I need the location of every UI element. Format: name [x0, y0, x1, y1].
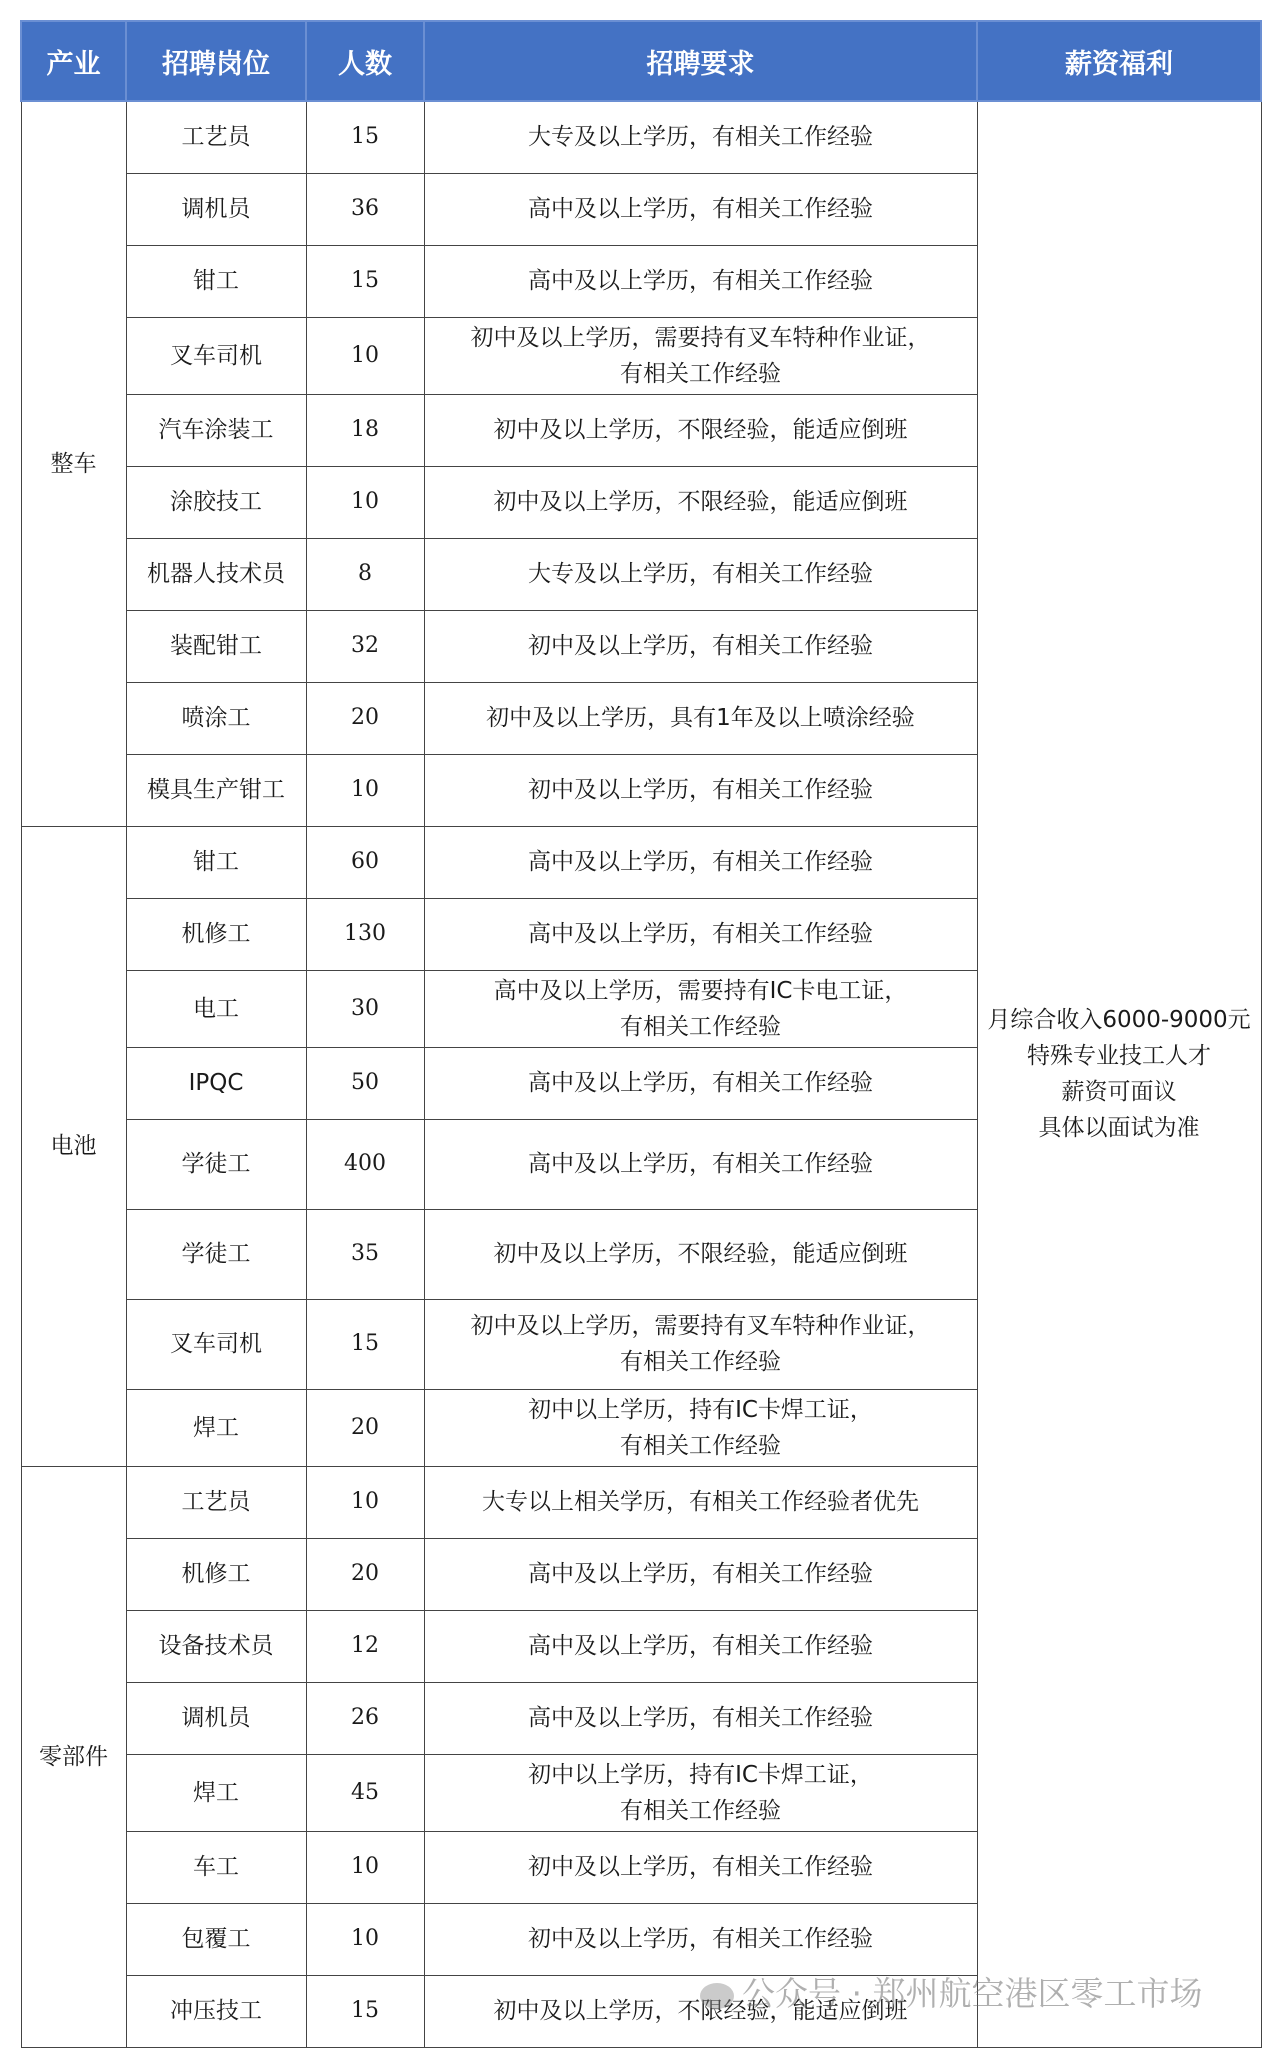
requirement-line: 高中及以上学历，有相关工作经验 — [528, 196, 873, 222]
requirement-cell — [424, 1119, 977, 1209]
requirement-cell — [424, 1466, 977, 1538]
requirement-cell — [424, 1754, 977, 1831]
position-cell: 机修工 — [126, 1538, 306, 1610]
requirement-cell — [424, 1903, 977, 1975]
requirement-line: 初中及以上学历，不限经验，能适应倒班 — [493, 1241, 908, 1267]
count-cell: 15 — [306, 101, 424, 173]
requirement-line: 初中以上学历，持有IC卡焊工证， — [528, 1761, 873, 1788]
requirement-cell — [424, 394, 977, 466]
header-row — [21, 21, 1261, 101]
requirement-cell — [424, 898, 977, 970]
position-cell: 喷涂工 — [126, 682, 306, 754]
requirement-line: 高中及以上学历，有相关工作经验 — [528, 1151, 873, 1177]
position-cell: 电工 — [126, 970, 306, 1047]
position-cell: 学徒工 — [126, 1119, 306, 1209]
salary-line: 具体以面试为准 — [1038, 1115, 1200, 1142]
position-cell: 钳工 — [126, 826, 306, 898]
position-cell: 调机员 — [126, 173, 306, 245]
count-cell: 400 — [306, 1119, 424, 1209]
count-cell: 35 — [306, 1209, 424, 1299]
requirement-cell — [424, 610, 977, 682]
industry-cell: 零部件 — [21, 1466, 126, 2047]
position-cell: 涂胶技工 — [126, 466, 306, 538]
wechat-icon — [700, 1983, 734, 2009]
requirement-cell — [424, 1047, 977, 1119]
requirement-cell — [424, 970, 977, 1047]
position-cell: 装配钳工 — [126, 610, 306, 682]
count-cell: 15 — [306, 1299, 424, 1389]
count-cell: 130 — [306, 898, 424, 970]
requirement-line: 初中及以上学历，需要持有叉车特种作业证， — [470, 324, 931, 351]
table-row — [21, 101, 1261, 173]
count-cell: 32 — [306, 610, 424, 682]
requirement-cell — [424, 682, 977, 754]
count-cell: 10 — [306, 317, 424, 394]
requirement-cell — [424, 538, 977, 610]
industry-cell: 整车 — [21, 101, 126, 826]
position-cell: IPQC — [126, 1047, 306, 1119]
requirement-cell — [424, 1538, 977, 1610]
requirement-line: 高中及以上学历，有相关工作经验 — [528, 849, 873, 875]
requirement-line: 有相关工作经验 — [620, 1349, 781, 1375]
salary-line: 特殊专业技工人才 — [1027, 1043, 1211, 1070]
requirement-line: 初中及以上学历，具有1年及以上喷涂经验 — [486, 705, 915, 731]
count-cell: 15 — [306, 245, 424, 317]
requirement-line: 高中及以上学历，有相关工作经验 — [528, 268, 873, 294]
requirement-line: 有相关工作经验 — [620, 1797, 781, 1824]
requirement-line: 初中及以上学历，不限经验，能适应倒班 — [493, 417, 908, 443]
requirement-line: 有相关工作经验 — [620, 1432, 781, 1459]
table-body — [21, 101, 1261, 2047]
requirement-line: 初中及以上学历，有相关工作经验 — [528, 1926, 873, 1952]
requirement-line: 高中及以上学历，有相关工作经验 — [528, 1633, 873, 1659]
count-cell: 10 — [306, 466, 424, 538]
count-cell: 15 — [306, 1975, 424, 2047]
count-cell: 8 — [306, 538, 424, 610]
requirement-line: 初中及以上学历，有相关工作经验 — [528, 777, 873, 803]
count-cell: 20 — [306, 1538, 424, 1610]
header-requirements: 招聘要求 — [424, 21, 977, 101]
header-salary: 薪资福利 — [977, 21, 1261, 101]
count-cell: 20 — [306, 1389, 424, 1466]
position-cell: 汽车涂装工 — [126, 394, 306, 466]
count-cell: 26 — [306, 1682, 424, 1754]
position-cell: 学徒工 — [126, 1209, 306, 1299]
position-cell: 包覆工 — [126, 1903, 306, 1975]
position-cell: 工艺员 — [126, 1466, 306, 1538]
position-cell: 调机员 — [126, 1682, 306, 1754]
header-count: 人数 — [306, 21, 424, 101]
requirement-line: 大专及以上学历，有相关工作经验 — [528, 561, 873, 587]
requirement-line: 初中以上学历，持有IC卡焊工证， — [528, 1396, 873, 1423]
requirement-cell — [424, 173, 977, 245]
recruitment-table — [20, 20, 1262, 2048]
position-cell: 钳工 — [126, 245, 306, 317]
header-industry: 产业 — [21, 21, 126, 101]
requirement-cell — [424, 1389, 977, 1466]
count-cell: 60 — [306, 826, 424, 898]
requirement-line: 有相关工作经验 — [620, 360, 781, 387]
requirement-line: 高中及以上学历，有相关工作经验 — [528, 921, 873, 947]
salary-cell — [977, 101, 1261, 2047]
requirement-line: 高中及以上学历，需要持有IC卡电工证， — [493, 977, 908, 1004]
watermark — [700, 1968, 1202, 2015]
position-cell: 焊工 — [126, 1754, 306, 1831]
salary-line: 月综合收入6000-9000元 — [987, 1007, 1251, 1034]
salary-line: 薪资可面议 — [1061, 1079, 1177, 1106]
position-cell: 机器人技术员 — [126, 538, 306, 610]
requirement-cell — [424, 1299, 977, 1389]
position-cell: 车工 — [126, 1831, 306, 1903]
count-cell: 18 — [306, 394, 424, 466]
requirement-line: 大专及以上学历，有相关工作经验 — [528, 124, 873, 151]
requirement-cell — [424, 1682, 977, 1754]
count-cell: 10 — [306, 754, 424, 826]
requirement-line: 高中及以上学历，有相关工作经验 — [528, 1070, 873, 1096]
requirement-line: 初中及以上学历，有相关工作经验 — [528, 1854, 873, 1880]
count-cell: 10 — [306, 1831, 424, 1903]
requirement-line: 高中及以上学历，有相关工作经验 — [528, 1561, 873, 1587]
requirement-cell — [424, 101, 977, 173]
position-cell: 机修工 — [126, 898, 306, 970]
requirement-cell — [424, 317, 977, 394]
count-cell: 10 — [306, 1903, 424, 1975]
requirement-cell — [424, 826, 977, 898]
requirement-line: 初中及以上学历，不限经验，能适应倒班 — [493, 1998, 908, 2024]
requirement-line: 有相关工作经验 — [620, 1013, 781, 1040]
requirement-line: 初中及以上学历，需要持有叉车特种作业证， — [470, 1313, 931, 1339]
count-cell: 12 — [306, 1610, 424, 1682]
requirement-line: 高中及以上学历，有相关工作经验 — [528, 1705, 873, 1731]
requirement-line: 初中及以上学历，不限经验，能适应倒班 — [493, 489, 908, 515]
count-cell: 30 — [306, 970, 424, 1047]
count-cell: 50 — [306, 1047, 424, 1119]
count-cell: 45 — [306, 1754, 424, 1831]
industry-cell: 电池 — [21, 826, 126, 1466]
position-cell: 冲压技工 — [126, 1975, 306, 2047]
position-cell: 模具生产钳工 — [126, 754, 306, 826]
header-position: 招聘岗位 — [126, 21, 306, 101]
count-cell: 10 — [306, 1466, 424, 1538]
recruitment-table-wrapper — [20, 20, 1260, 2048]
requirement-cell — [424, 1831, 977, 1903]
requirement-cell — [424, 245, 977, 317]
requirement-cell — [424, 754, 977, 826]
position-cell: 叉车司机 — [126, 317, 306, 394]
requirement-line: 初中及以上学历，有相关工作经验 — [528, 633, 873, 659]
position-cell: 焊工 — [126, 1389, 306, 1466]
requirement-cell — [424, 466, 977, 538]
count-cell: 20 — [306, 682, 424, 754]
position-cell: 设备技术员 — [126, 1610, 306, 1682]
count-cell: 36 — [306, 173, 424, 245]
watermark-text: 公众号 · 郑州航空港区零工市场 — [742, 1974, 1203, 2013]
position-cell: 叉车司机 — [126, 1299, 306, 1389]
requirement-cell — [424, 1209, 977, 1299]
requirement-cell — [424, 1610, 977, 1682]
requirement-line: 大专以上相关学历，有相关工作经验者优先 — [482, 1489, 919, 1515]
position-cell: 工艺员 — [126, 101, 306, 173]
